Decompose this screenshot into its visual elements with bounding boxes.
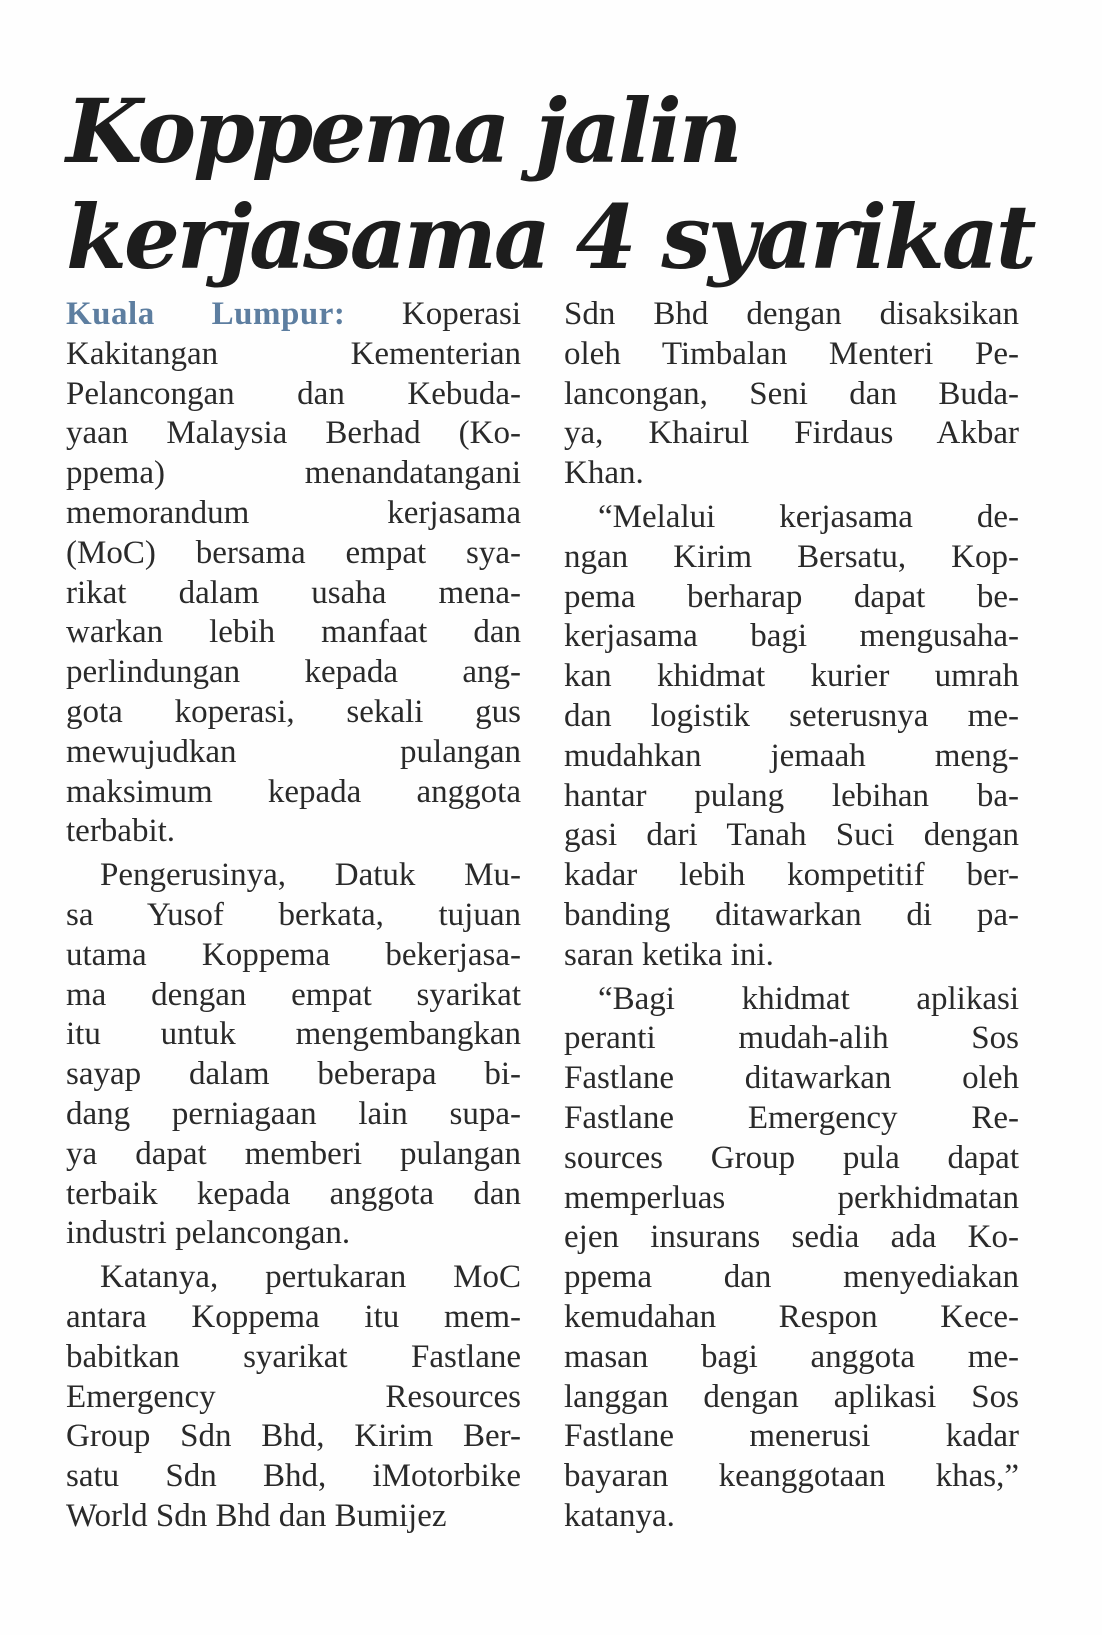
text-line: Pelancongan dan Kebuda- [66, 375, 521, 412]
text-line: ppema) menandatangani [66, 455, 521, 492]
text-line: katanya. [564, 1497, 675, 1534]
text-line: Group Sdn Bhd, Kirim Ber- [66, 1418, 521, 1455]
text-line: “Melalui kerjasama de- [598, 498, 1019, 535]
headline-line-1: Koppema jalin [66, 79, 740, 183]
paragraph [564, 980, 1019, 1537]
text-line: kan khidmat kurier umrah [564, 658, 1019, 695]
text-line: hantar pulang lebihan ba- [564, 777, 1019, 814]
text-line: World Sdn Bhd dan Bumijez [66, 1497, 447, 1534]
text-line: babitkan syarikat Fastlane [66, 1338, 521, 1375]
text-line: rikat dalam usaha mena- [66, 574, 521, 611]
text-line: kadar lebih kompetitif ber- [564, 857, 1019, 894]
headline [66, 78, 1066, 290]
text-line: “Bagi khidmat aplikasi [598, 980, 1019, 1017]
text-line: banding ditawarkan di pa- [564, 896, 1019, 933]
text-line: gota koperasi, sekali gus [66, 693, 521, 730]
text-line: industri pelancongan. [66, 1215, 351, 1252]
text-line: itu untuk mengembangkan [66, 1016, 521, 1053]
text-line: Sdn Bhd dengan disaksikan [564, 296, 1019, 332]
text-line: yaan Malaysia Berhad (Ko- [66, 415, 521, 452]
text-line: antara Koppema itu mem- [66, 1298, 521, 1335]
text-line: oleh Timbalan Menteri Pe- [564, 335, 1019, 372]
text-line: gasi dari Tanah Suci dengan [564, 817, 1019, 854]
text-line: Kuala Lumpur: Koperasi [66, 296, 521, 332]
text-line: langgan dengan aplikasi Sos [564, 1378, 1019, 1415]
text-line: ma dengan empat syarikat [66, 976, 521, 1013]
text-line: satu Sdn Bhd, iMotorbike [66, 1458, 521, 1495]
text-line: Katanya, pertukaran MoC [100, 1259, 521, 1296]
text-line: Khan. [564, 455, 644, 492]
paragraph [564, 498, 1019, 976]
text-line: ya dapat memberi pulangan [66, 1135, 521, 1172]
text-line: sa Yusof berkata, tujuan [66, 896, 521, 933]
text-line: Emergency Resources [66, 1378, 521, 1415]
text-line: bayaran keanggotaan khas,” [564, 1458, 1019, 1495]
text-line: Fastlane menerusi kadar [564, 1418, 1019, 1455]
text-line: ngan Kirim Bersatu, Kop- [564, 538, 1019, 575]
text-line: memorandum kerjasama [66, 494, 521, 531]
text-line: (MoC) bersama empat sya- [66, 534, 521, 571]
text-line: ya, Khairul Firdaus Akbar [564, 415, 1019, 452]
text-line: ppema dan menyediakan [564, 1259, 1019, 1296]
text-line: Kakitangan Kementerian [66, 335, 521, 372]
text-line: ejen insurans sedia ada Ko- [564, 1219, 1019, 1256]
text-line: peranti mudah-alih Sos [564, 1020, 1019, 1057]
paragraph [66, 856, 521, 1254]
text-line: Pengerusinya, Datuk Mu- [100, 857, 521, 894]
text-line: saran ketika ini. [564, 936, 774, 973]
text-line: lancongan, Seni dan Buda- [564, 375, 1019, 412]
text-line: terbabit. [66, 813, 176, 850]
text-line: Fastlane ditawarkan oleh [564, 1060, 1019, 1097]
text-line: perlindungan kepada ang- [66, 654, 521, 691]
text-line: dang perniagaan lain supa- [66, 1095, 521, 1132]
text-line: mudahkan jemaah meng- [564, 737, 1019, 774]
text-line: dan logistik seterusnya me- [564, 697, 1019, 734]
article-column-right [564, 295, 1019, 1537]
text-line: maksimum kepada anggota [66, 773, 521, 810]
text-line: pema berharap dapat be- [564, 578, 1019, 615]
text-line: memperluas perkhidmatan [564, 1179, 1019, 1216]
text-line: Fastlane Emergency Re- [564, 1099, 1019, 1136]
text-line: warkan lebih manfaat dan [66, 614, 521, 651]
article-column-left [66, 295, 521, 1537]
dateline: Kuala Lumpur: [66, 296, 346, 332]
headline-line-2: kerjasama 4 syarikat [66, 185, 1034, 289]
text-line: sources Group pula dapat [564, 1139, 1019, 1176]
text-line: mewujudkan pulangan [66, 733, 521, 770]
text-line: sayap dalam beberapa bi- [66, 1056, 521, 1093]
paragraph [564, 295, 1019, 494]
text-line: kemudahan Respon Kece- [564, 1298, 1019, 1335]
text-line: masan bagi anggota me- [564, 1338, 1019, 1375]
paragraph [66, 1258, 521, 1537]
text-line: terbaik kepada anggota dan [66, 1175, 521, 1212]
paragraph [66, 295, 521, 852]
text-line: kerjasama bagi mengusaha- [564, 618, 1019, 655]
text-line: utama Koppema bekerjasa- [66, 936, 521, 973]
